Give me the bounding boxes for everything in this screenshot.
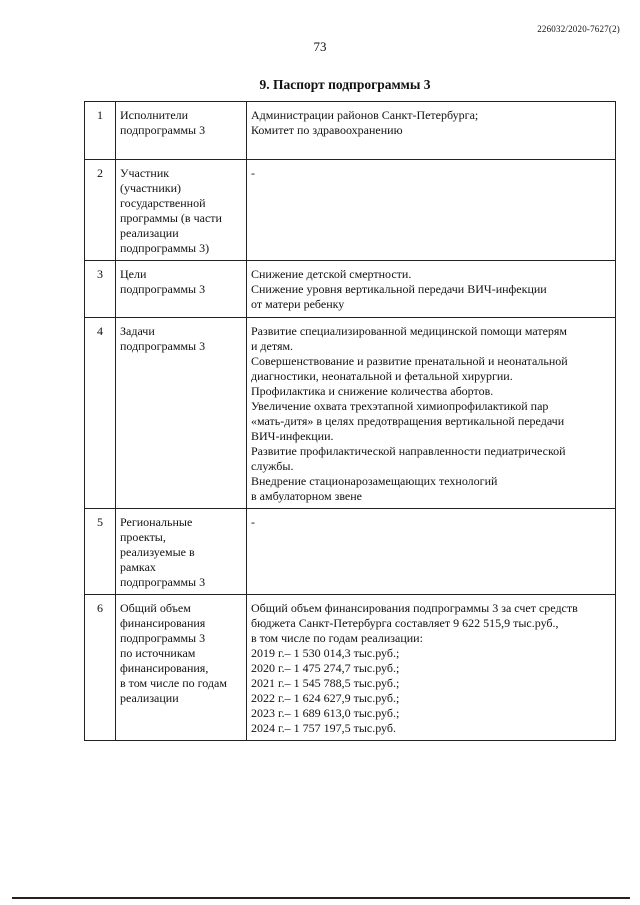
label-line: (участники) bbox=[120, 181, 182, 195]
row-content bbox=[247, 595, 616, 741]
label-line: государственной bbox=[120, 196, 206, 210]
label-line: по источникам bbox=[120, 646, 196, 660]
label-line: Исполнители bbox=[120, 108, 189, 122]
label-line: Участник bbox=[120, 166, 170, 180]
row-label bbox=[116, 102, 247, 160]
label-line: реализации bbox=[120, 226, 179, 240]
content-line: от матери ребенку bbox=[251, 297, 345, 311]
page-number: 73 bbox=[313, 39, 327, 54]
label-line: финансирования, bbox=[120, 661, 209, 675]
content-line: Развитие профилактической направленности педиатрической bbox=[251, 444, 566, 458]
content-line: Совершенствование и развитие пренатальной и неонатальной bbox=[251, 354, 568, 368]
content-line: бюджета Санкт-Петербурга составляет 9 622 515,9 тыс.руб., bbox=[251, 616, 559, 630]
label-line: подпрограммы 3 bbox=[120, 575, 206, 589]
content-line: Снижение детской смертности. bbox=[251, 267, 412, 281]
label-line: Цели bbox=[120, 267, 147, 281]
content-line: 2023 г.– 1 689 613,0 тыс.руб.; bbox=[251, 706, 400, 720]
row-content bbox=[247, 509, 616, 595]
subprogram-passport-table bbox=[84, 101, 616, 741]
row-number: 5 bbox=[85, 509, 116, 595]
content-line: Снижение уровня вертикальной передачи ВИЧ-инфекции bbox=[251, 282, 547, 296]
content-line: ВИЧ-инфекции. bbox=[251, 429, 334, 443]
label-line: реализуемые в bbox=[120, 545, 195, 559]
content-line: Профилактика и снижение количества абортов. bbox=[251, 384, 494, 398]
label-line: подпрограммы 3 bbox=[120, 339, 206, 353]
table-row bbox=[85, 318, 616, 509]
content-line: в амбулаторном звене bbox=[251, 489, 362, 503]
content-line: и детям. bbox=[251, 339, 294, 353]
label-line: в том числе по годам bbox=[120, 676, 227, 690]
content-line: 2021 г.– 1 545 788,5 тыс.руб.; bbox=[251, 676, 400, 690]
label-line: Задачи bbox=[120, 324, 155, 338]
label-line: рамках bbox=[120, 560, 156, 574]
row-content bbox=[247, 261, 616, 318]
content-line: Внедрение стационарозамещающих технологий bbox=[251, 474, 498, 488]
section-title: 9. Паспорт подпрограммы 3 bbox=[259, 77, 431, 92]
content-line: диагностики, неонатальной и фетальной хирургии. bbox=[251, 369, 513, 383]
row-label bbox=[116, 509, 247, 595]
bottom-divider bbox=[12, 897, 630, 899]
label-line: программы (в части bbox=[120, 211, 222, 225]
row-label bbox=[116, 318, 247, 509]
content-line: 2019 г.– 1 530 014,3 тыс.руб.; bbox=[251, 646, 400, 660]
passport-table-body bbox=[85, 102, 616, 741]
content-line: - bbox=[251, 515, 255, 529]
label-line: подпрограммы 3 bbox=[120, 123, 206, 137]
row-content bbox=[247, 160, 616, 261]
row-label bbox=[116, 261, 247, 318]
content-line: «мать-дитя» в целях предотвращения вертикальной передачи bbox=[251, 414, 565, 428]
label-line: реализации bbox=[120, 691, 179, 705]
table-row bbox=[85, 509, 616, 595]
content-line: Увеличение охвата трехэтапной химиопрофилактикой пар bbox=[251, 399, 549, 413]
label-line: подпрограммы 3 bbox=[120, 282, 206, 296]
table-row bbox=[85, 102, 616, 160]
row-content bbox=[247, 102, 616, 160]
table-row bbox=[85, 595, 616, 741]
content-line: Развитие специализированной медицинской помощи матерям bbox=[251, 324, 568, 338]
row-label bbox=[116, 595, 247, 741]
label-line: финансирования bbox=[120, 616, 206, 630]
label-line: подпрограммы 3) bbox=[120, 241, 210, 255]
label-line: проекты, bbox=[120, 530, 166, 544]
row-label bbox=[116, 160, 247, 261]
content-line: Комитет по здравоохранению bbox=[251, 123, 403, 137]
content-line: в том числе по годам реализации: bbox=[251, 631, 423, 645]
row-content bbox=[247, 318, 616, 509]
content-line: 2024 г.– 1 757 197,5 тыс.руб. bbox=[251, 721, 396, 735]
content-line: Администрации районов Санкт-Петербурга; bbox=[251, 108, 479, 122]
content-line: службы. bbox=[251, 459, 294, 473]
document-registration-code: 226032/2020-7627(2) bbox=[537, 24, 620, 34]
row-number: 2 bbox=[85, 160, 116, 261]
label-line: Региональные bbox=[120, 515, 193, 529]
content-line: - bbox=[251, 166, 255, 180]
row-number: 3 bbox=[85, 261, 116, 318]
row-number: 4 bbox=[85, 318, 116, 509]
row-number: 6 bbox=[85, 595, 116, 741]
row-number: 1 bbox=[85, 102, 116, 160]
label-line: подпрограммы 3 bbox=[120, 631, 206, 645]
content-line: 2020 г.– 1 475 274,7 тыс.руб.; bbox=[251, 661, 400, 675]
label-line: Общий объем bbox=[120, 601, 191, 615]
table-row bbox=[85, 261, 616, 318]
content-line: 2022 г.– 1 624 627,9 тыс.руб.; bbox=[251, 691, 400, 705]
table-row bbox=[85, 160, 616, 261]
content-line: Общий объем финансирования подпрограммы 3 за счет средств bbox=[251, 601, 578, 615]
